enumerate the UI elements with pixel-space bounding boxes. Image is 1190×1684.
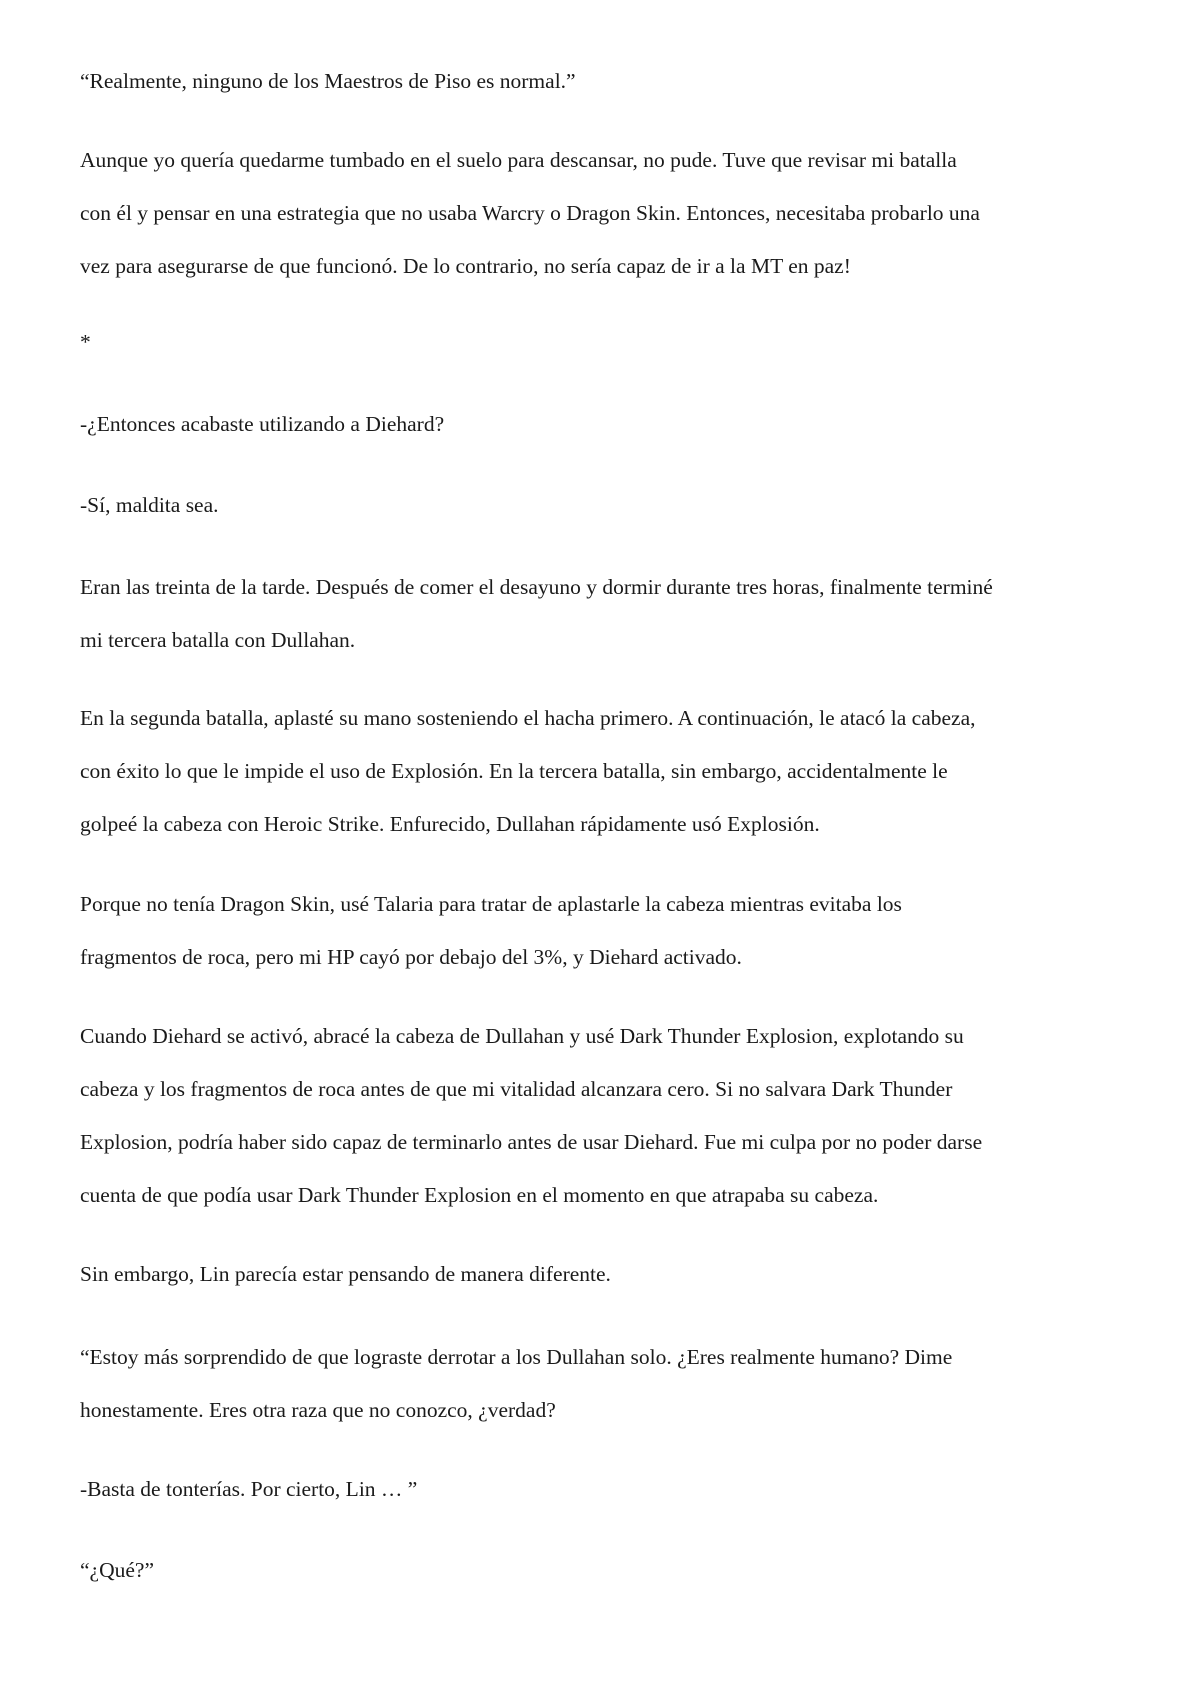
text-line: Explosion, podría haber sido capaz de terminarlo antes de usar Diehard. Fue mi culpa por no poder darse	[80, 1130, 983, 1154]
text-line: Sin embargo, Lin parecía estar pensando de manera diferente.	[80, 1262, 611, 1286]
paragraph-4	[80, 479, 1110, 532]
text-line: -Basta de tonterías. Por cierto, Lin … ”	[80, 1477, 418, 1501]
text-line: cabeza y los fragmentos de roca antes de que mi vitalidad alcanzara cero. Si no salvara Dark Thunder	[80, 1077, 953, 1101]
text-line: “Realmente, ninguno de los Maestros de Piso es normal.”	[80, 69, 576, 93]
text-line: En la segunda batalla, aplasté su mano sosteniendo el hacha primero. A continuación, le atacó la cabeza,	[80, 706, 976, 730]
text-line: vez para asegurarse de que funcionó. De lo contrario, no sería capaz de ir a la MT en paz!	[80, 254, 851, 278]
paragraph-3	[80, 398, 1110, 451]
text-line: -¿Entonces acabaste utilizando a Diehard?	[80, 412, 445, 436]
text-line: Aunque yo quería quedarme tumbado en el suelo para descansar, no pude. Tuve que revisar mi batalla	[80, 148, 957, 172]
paragraph-5	[80, 561, 1110, 667]
text-line: con éxito lo que le impide el uso de Explosión. En la tercera batalla, sin embargo, accidentalmente le	[80, 759, 948, 783]
text-line: mi tercera batalla con Dullahan.	[80, 628, 356, 652]
paragraph-9	[80, 1248, 1110, 1301]
paragraph-7	[80, 878, 1110, 984]
text-line: *	[80, 330, 91, 354]
paragraph-8	[80, 1010, 1110, 1222]
text-line: Porque no tenía Dragon Skin, usé Talaria para tratar de aplastarle la cabeza mientras evitaba los	[80, 892, 902, 916]
text-line: con él y pensar en una estrategia que no usaba Warcry o Dragon Skin. Entonces, necesitaba probarlo una	[80, 201, 980, 225]
paragraph-10	[80, 1331, 1110, 1437]
text-line: Eran las treinta de la tarde. Después de comer el desayuno y dormir durante tres horas, finalmente terminé	[80, 575, 993, 599]
text-line: honestamente. Eres otra raza que no conozco, ¿verdad?	[80, 1398, 556, 1422]
text-line: “Estoy más sorprendido de que lograste derrotar a los Dullahan solo. ¿Eres realmente humano? Dime	[80, 1345, 953, 1369]
text-line: golpeé la cabeza con Heroic Strike. Enfurecido, Dullahan rápidamente usó Explosión.	[80, 812, 820, 836]
paragraph-2	[80, 134, 1110, 293]
paragraph-6	[80, 692, 1110, 851]
text-line: cuenta de que podía usar Dark Thunder Explosion en el momento en que atrapaba su cabeza.	[80, 1183, 879, 1207]
text-line: -Sí, maldita sea.	[80, 493, 219, 517]
scene-break	[80, 316, 1110, 369]
text-line: fragmentos de roca, pero mi HP cayó por debajo del 3%, y Diehard activado.	[80, 945, 742, 969]
paragraph-1	[80, 55, 1110, 108]
text-line: Cuando Diehard se activó, abracé la cabeza de Dullahan y usé Dark Thunder Explosion, explotando su	[80, 1024, 964, 1048]
paragraph-11	[80, 1463, 1110, 1516]
paragraph-12	[80, 1544, 1110, 1597]
text-line: “¿Qué?”	[80, 1558, 154, 1582]
